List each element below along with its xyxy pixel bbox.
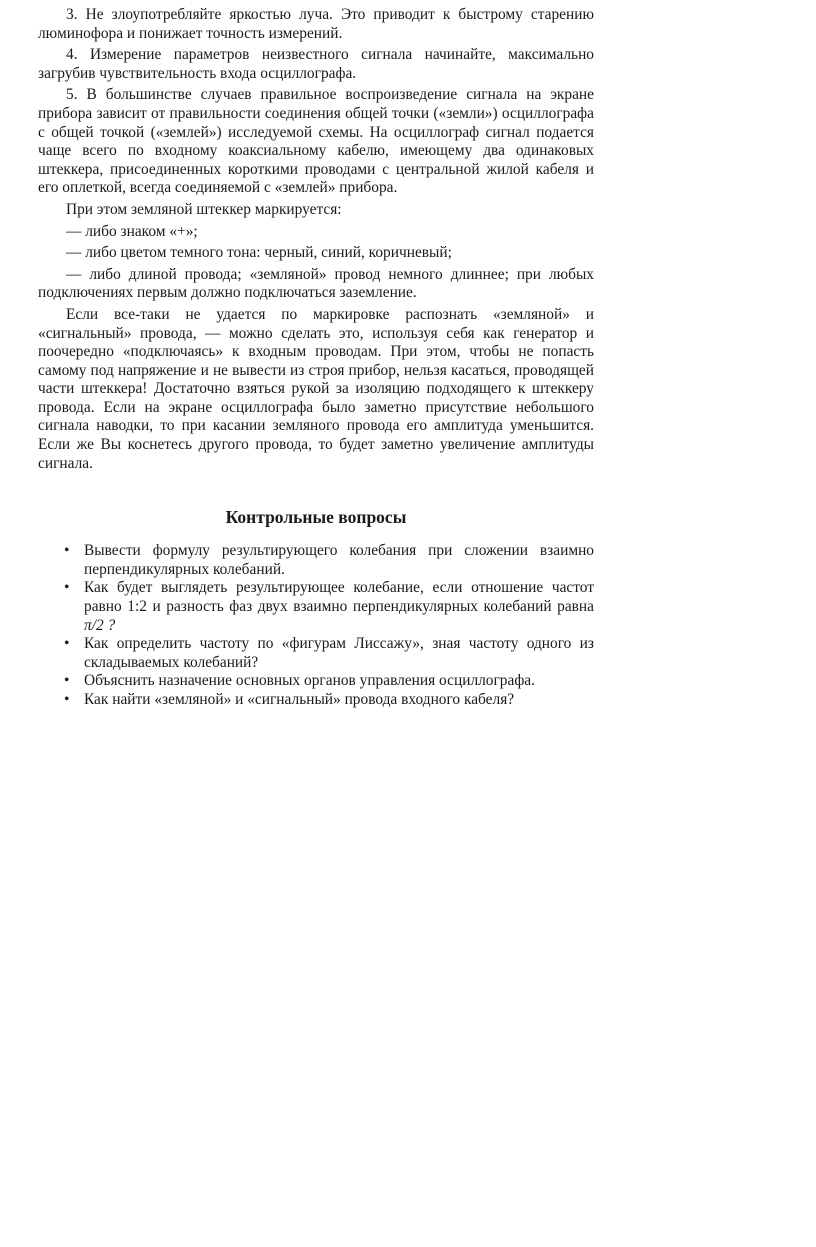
- question-text: Как определить частоту по «фигурам Лиссажу», зная частоту одного из складываемых колебаний?: [84, 635, 594, 671]
- question-item: [38, 672, 594, 691]
- dash-list-item: — либо длиной провода; «земляной» провод немного длиннее; при любых подключениях первым должно подключаться заземление.: [38, 265, 594, 302]
- bullet-icon: •: [64, 579, 70, 597]
- dash-list-item: — либо знаком «+»;: [66, 222, 198, 240]
- question-text: Как найти «земляной» и «сигнальный» провода входного кабеля?: [84, 691, 515, 708]
- question-item: [38, 542, 594, 579]
- bullet-icon: •: [64, 635, 70, 653]
- question-text: Объяснить назначение основных органов управления осциллографа.: [84, 672, 535, 690]
- paragraph-item-5: 5. В большинстве случаев правильное воспроизведение сигнала на экране прибора зависит от правильности соединения общей точки («земли») осциллографа с общей точкой («землей») исследуемой схемы. На осциллограф сигнал подается чаще всего по входному коаксиальному кабелю, имеющему два одинаковых штеккера, присоединенных короткими проводами с центральной жилой кабеля и его оплеткой, всегда соединяемой с «землей» прибора.: [38, 86, 594, 197]
- section-title: Контрольные вопросы: [225, 507, 407, 528]
- paragraph-item-3: 3. Не злоупотребляйте яркостью луча. Это приводит к быстрому старению люминофора и понижает точность измерений.: [38, 6, 594, 42]
- bullet-icon: •: [64, 691, 70, 708]
- questions-list: [38, 542, 594, 709]
- question-text: Как будет выглядеть результирующее колебание, если отношение частот равно 1:2 и разность фаз двух взаимно перпендикулярных колебаний равна: [84, 579, 594, 616]
- question-item: [38, 579, 594, 635]
- paragraph-ground-detection: Если все-таки не удается по маркировке распознать «земляной» и «сигнальный» провода, — можно сделать это, используя себя как генератор и поочередно «подключаясь» к входным проводам. При этом, чтобы не попасть самому под напряжение и не вывести из строя прибор, нельзя касаться, проводящей части штеккера! Достаточно взяться рукой за изоляцию подходящего к штеккеру провода. Если на экране осциллографа было заметно присутствие небольшого сигнала наводки, то при касании земляного провода его амплитуда уменьшится. Если же Вы коснетесь другого провода, то будет заметно увеличение амплитуды сигнала.: [38, 305, 594, 472]
- bullet-icon: •: [64, 672, 70, 690]
- dash-list-item: — либо цветом темного тона: черный, синий, коричневый;: [66, 244, 452, 262]
- document-page: [38, 6, 594, 710]
- question-text: Вывести формулу результирующего колебания при сложении взаимно перпендикулярных колебаний.: [84, 542, 594, 578]
- question-item: [38, 635, 594, 672]
- paragraph-item-4: 4. Измерение параметров неизвестного сигнала начинайте, максимально загрубив чувствительность входа осциллографа.: [38, 46, 594, 82]
- question-item: [38, 691, 594, 710]
- math-expression: π/2 ?: [84, 616, 116, 634]
- paragraph-marking-intro: При этом земляной штеккер маркируется:: [66, 200, 342, 218]
- bullet-icon: •: [64, 542, 70, 560]
